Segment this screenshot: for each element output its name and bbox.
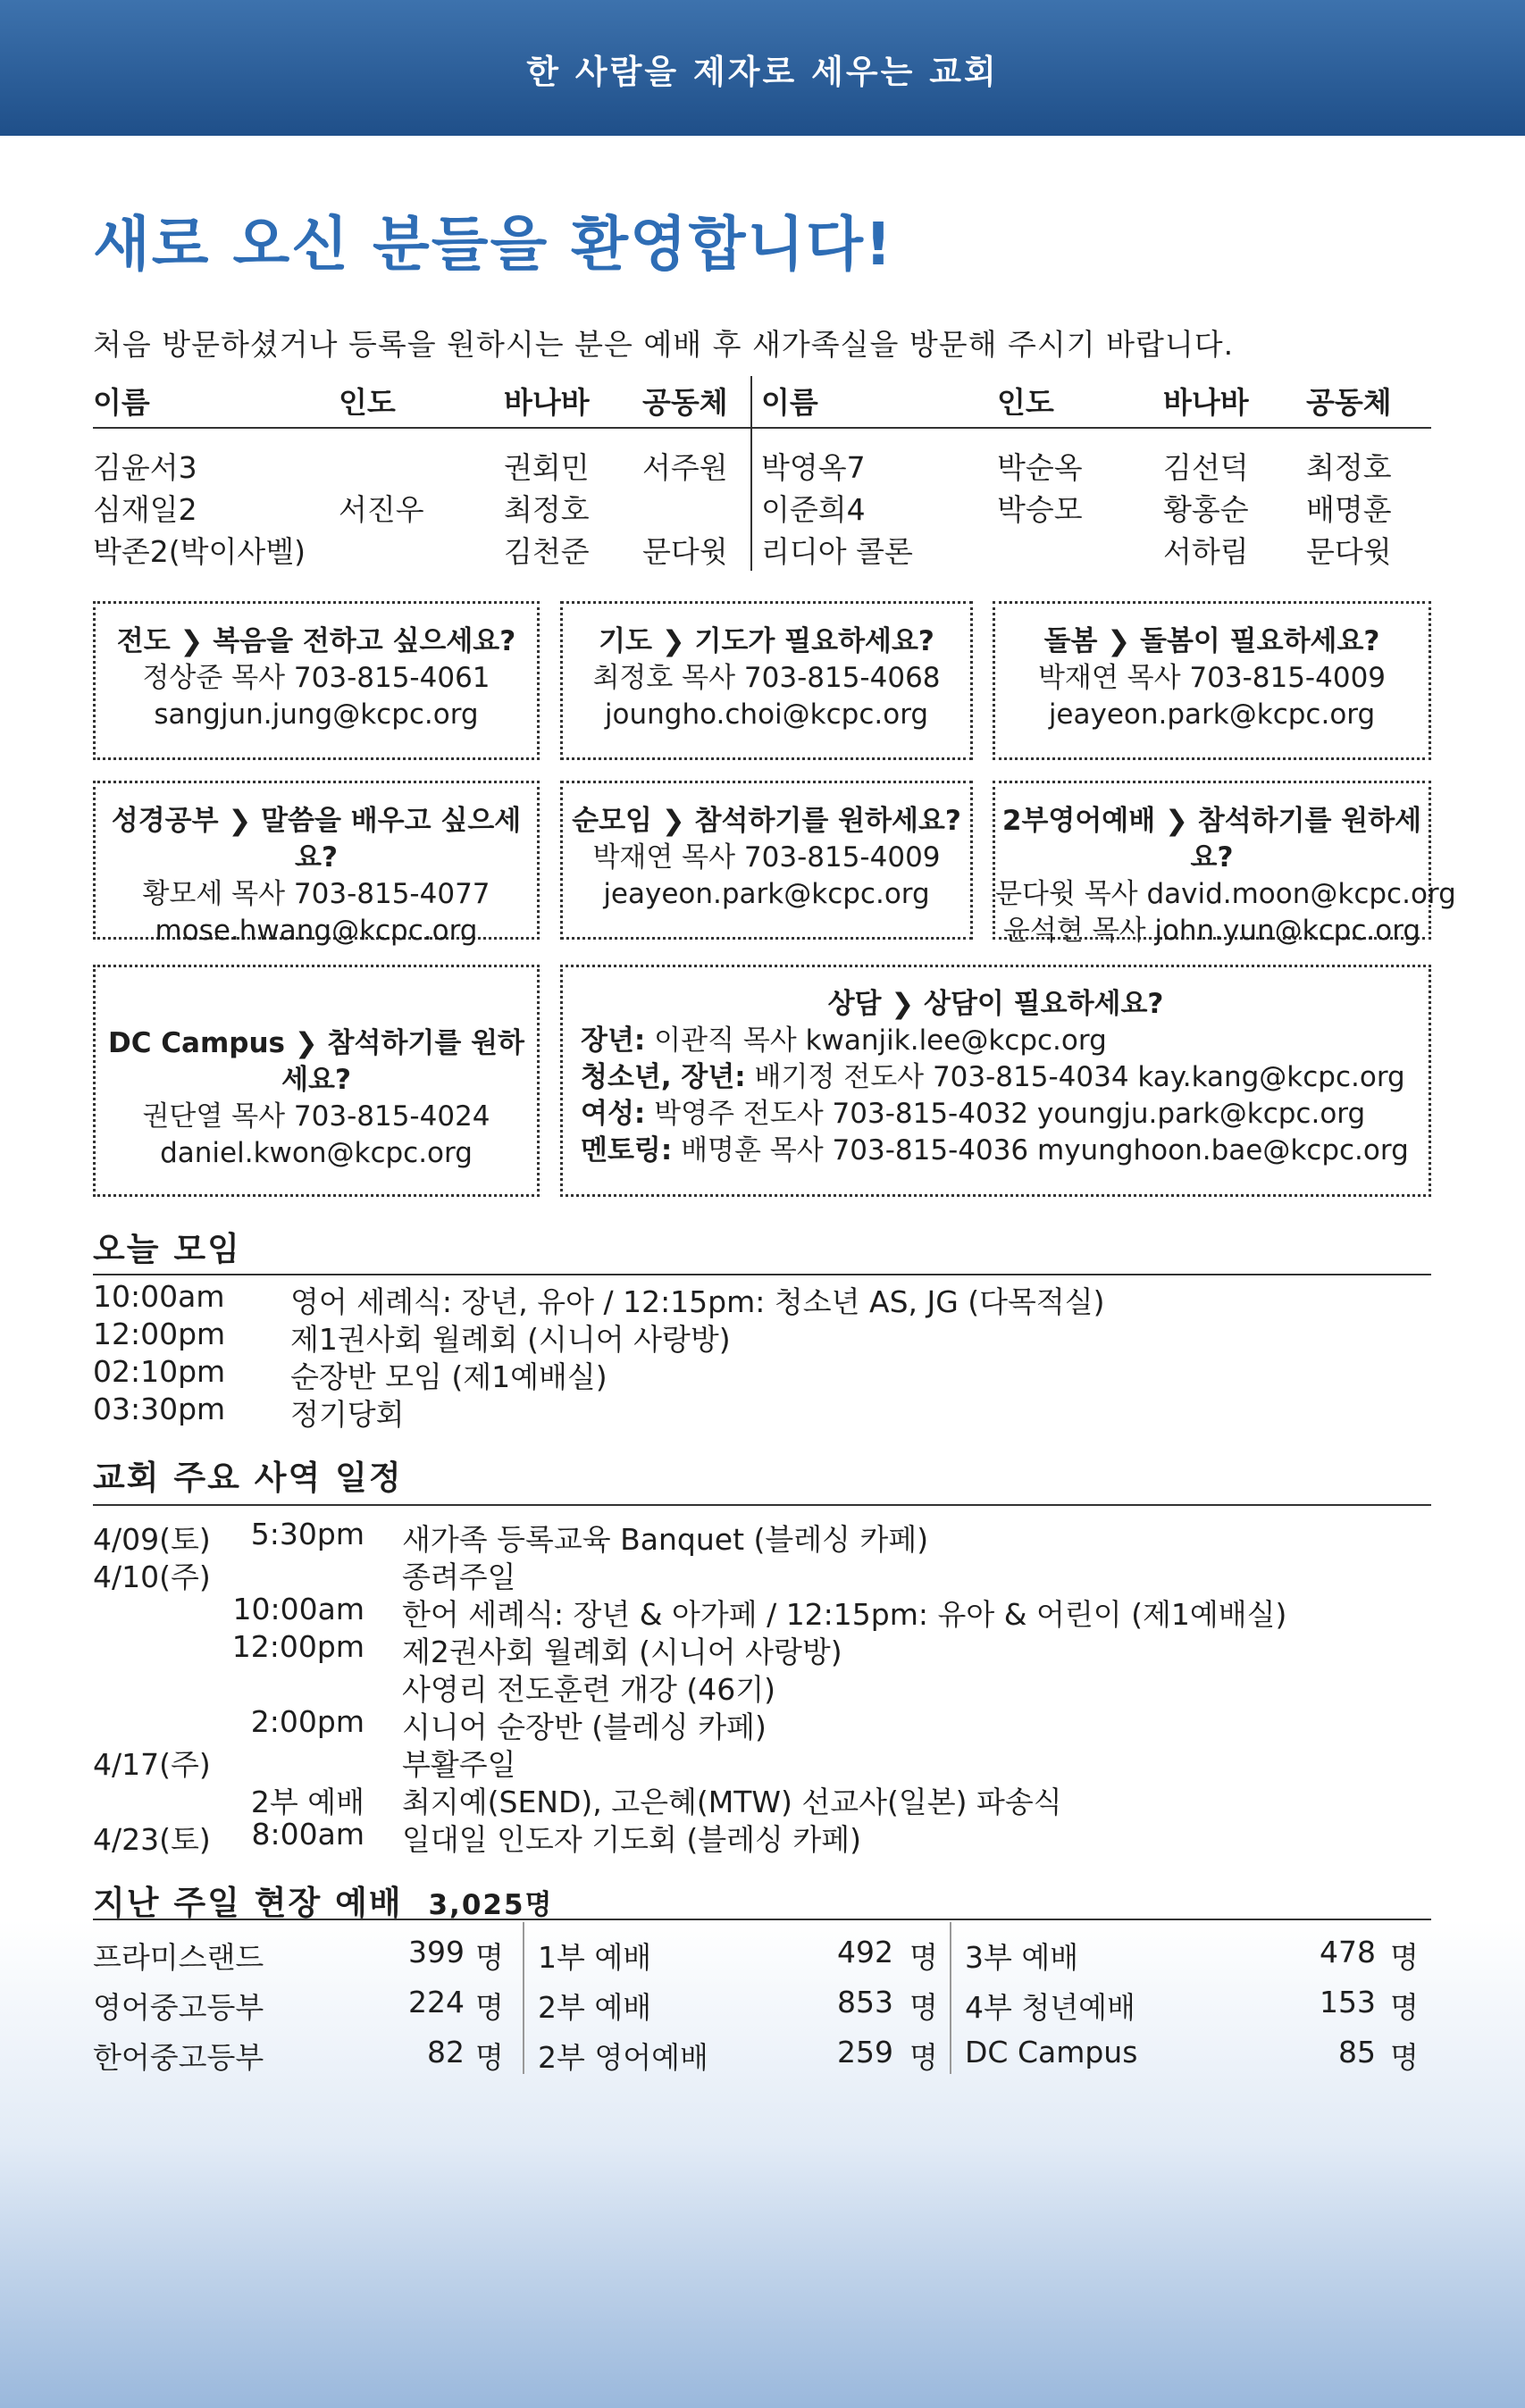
- table-cell: 김선덕: [1163, 450, 1249, 485]
- schedule-text: 새가족 등록교육 Banquet (블레싱 카페): [402, 1522, 929, 1557]
- welcome-title: 새로 오신 분들을 환영합니다!: [93, 210, 894, 279]
- schedule-text: 한어 세례식: 장년 & 아가페 / 12:15pm: 유아 & 어린이 (제1예배실): [402, 1597, 1287, 1632]
- card-contact: 최정호 목사 703-815-4068: [592, 662, 941, 694]
- table-cell: [339, 428, 504, 487]
- table-cell: [642, 487, 751, 529]
- column-header-guide: 인도: [997, 376, 1163, 428]
- table-cell: 권회민: [504, 450, 590, 485]
- attendance-name: 4부 청년예배: [965, 1990, 1135, 2025]
- counsel-line-women: [563, 1096, 1429, 1133]
- schedule-text: 종려주일: [402, 1559, 516, 1594]
- counsel-label: 멘토링:: [581, 1134, 673, 1166]
- table-cell: 배명훈: [1306, 492, 1392, 527]
- card-contact: 박재연 목사 703-815-4009: [592, 841, 941, 874]
- attendance-unit: 명: [1390, 1990, 1419, 2025]
- column-divider: [950, 1922, 951, 2074]
- attendance-name: 3부 예배: [965, 1940, 1079, 1975]
- card-bible-study: [93, 781, 540, 947]
- table-cell: 서주원: [642, 450, 728, 485]
- card-contact: 박재연 목사 703-815-4009: [1037, 662, 1387, 694]
- table-cell: 리디아 콜론: [751, 529, 997, 571]
- table-cell: 서진우: [339, 492, 424, 527]
- card-title: 돌봄 ❯ 돌봄이 필요하세요?: [1043, 625, 1380, 657]
- attendance-count: 492: [837, 1935, 893, 1969]
- today-time: 12:00pm: [93, 1317, 226, 1351]
- column-header-guide: 인도: [339, 376, 504, 428]
- attendance-count: 224: [408, 1985, 465, 2019]
- card-email-link[interactable]: joungho.choi@kcpc.org: [604, 698, 929, 731]
- table-cell: 이준희4: [751, 487, 997, 529]
- attendance-name: 영어중고등부: [93, 1990, 264, 2025]
- schedule-text: 제2권사회 월례회 (시니어 사랑방): [402, 1635, 842, 1669]
- table-cell: 김천준: [504, 534, 590, 569]
- attendance-count: 153: [1320, 1985, 1376, 2019]
- church-tagline: 한 사람을 제자로 세우는 교회: [526, 53, 999, 91]
- column-header-name: 이름: [751, 376, 997, 428]
- table-cell: 박존2(박이사벨): [93, 534, 306, 569]
- schedule-date: 4/17(주): [93, 1747, 211, 1782]
- table-cell: [339, 529, 504, 571]
- newcomer-table: [93, 376, 1431, 571]
- table-cell: 최정호: [1306, 450, 1392, 485]
- card-email-link[interactable]: jeayeon.park@kcpc.org: [603, 878, 930, 910]
- schedule-date: 4/09(토): [93, 1522, 211, 1557]
- counsel-contact: 배기정 전도사 703-815-4034 kay.kang@kcpc.org: [745, 1061, 1405, 1093]
- table-row: [93, 487, 1431, 529]
- counsel-contact: 이관직 목사 kwanjik.lee@kcpc.org: [645, 1024, 1107, 1057]
- today-text: 정기당회: [290, 1397, 405, 1432]
- card-email-link[interactable]: sangjun.jung@kcpc.org: [154, 698, 479, 731]
- attendance-unit: 명: [475, 1990, 504, 2025]
- column-header-community: 공동체: [1306, 376, 1431, 428]
- schedule-time: 5:30pm: [250, 1517, 364, 1551]
- attendance-count: 399: [408, 1935, 465, 1969]
- schedule-text: 사영리 전도훈련 개강 (46기): [402, 1672, 775, 1707]
- attendance-name: 한어중고등부: [93, 2040, 264, 2075]
- card-contact: 황모세 목사 703-815-4077: [142, 878, 490, 910]
- card-contact: 윤석현 목사 john.yun@kcpc.org: [1002, 915, 1421, 947]
- card-title: 2부영어예배 ❯ 참석하기를 원하세요?: [1001, 805, 1422, 874]
- today-time: 03:30pm: [93, 1392, 226, 1426]
- schedule-time: 10:00am: [232, 1592, 364, 1626]
- attendance-count: 82: [427, 2035, 465, 2069]
- table-cell: 박승모: [997, 492, 1083, 527]
- card-title: 상담 ❯ 상담이 필요하세요?: [827, 988, 1164, 1020]
- attendance-unit: 명: [475, 1940, 504, 1975]
- card-email-link[interactable]: mose.hwang@kcpc.org: [155, 915, 478, 947]
- schedule-date: 4/10(주): [93, 1559, 211, 1594]
- attendance-name: DC Campus: [965, 2035, 1138, 2069]
- card-title: 성경공부 ❯ 말씀을 배우고 싶으세요?: [111, 805, 522, 874]
- attendance-unit: 명: [1390, 1940, 1419, 1975]
- header-bar: [0, 0, 1525, 136]
- card-title: 순모임 ❯ 참석하기를 원하세요?: [572, 805, 961, 837]
- counsel-label: 장년:: [581, 1024, 646, 1057]
- attendance-total: 3,025명: [428, 1889, 554, 1921]
- newcomer-header-row: [93, 376, 1431, 428]
- attendance-title: 지난 주일 현장 예배: [93, 1884, 403, 1922]
- counsel-contact: 배명훈 목사 703-815-4036 myunghoon.bae@kcpc.org: [672, 1134, 1409, 1166]
- table-cell: 박순옥: [997, 450, 1083, 485]
- column-header-name: 이름: [93, 376, 339, 428]
- card-counseling: [560, 965, 1431, 1197]
- schedule-text: 최지예(SEND), 고은혜(MTW) 선교사(일본) 파송식: [402, 1785, 1062, 1819]
- card-dc-campus: [93, 965, 540, 1197]
- attendance-name: 프라미스랜드: [93, 1940, 264, 1975]
- column-header-barnabas: 바나바: [504, 376, 642, 428]
- table-cell: 박영옥7: [751, 428, 997, 487]
- card-title: 기도 ❯ 기도가 필요하세요?: [599, 625, 934, 657]
- card-title: DC Campus ❯ 참석하기를 원하세요?: [108, 1027, 524, 1096]
- column-header-barnabas: 바나바: [1163, 376, 1306, 428]
- attendance-count: 853: [837, 1985, 893, 2019]
- section-title-today: 오늘 모임: [93, 1222, 1431, 1275]
- card-contact: 정상준 목사 703-815-4061: [142, 662, 490, 694]
- today-time: 02:10pm: [93, 1354, 226, 1389]
- column-divider: [523, 1922, 524, 2074]
- counsel-contact: 박영주 전도사 703-815-4032 youngju.park@kcpc.org: [645, 1098, 1366, 1130]
- attendance-unit: 명: [475, 2040, 504, 2075]
- counsel-line-youth: [563, 1059, 1429, 1096]
- card-contact: 권단열 목사 703-815-4024: [142, 1100, 490, 1133]
- schedule-time: 2부 예배: [250, 1785, 364, 1819]
- attendance-name: 2부 영어예배: [538, 2040, 708, 2075]
- table-cell: 문다윗: [642, 534, 728, 569]
- section-title-attendance: [93, 1876, 1431, 1920]
- attendance-unit: 명: [909, 1940, 938, 1975]
- attendance-unit: 명: [909, 2040, 938, 2075]
- attendance-unit: 명: [909, 1990, 938, 2025]
- counsel-line-mentoring: [563, 1133, 1429, 1169]
- schedule-text: 부활주일: [402, 1747, 516, 1782]
- table-row: [93, 529, 1431, 571]
- table-cell: [997, 529, 1163, 571]
- schedule-text: 일대일 인도자 기도회 (블레싱 카페): [402, 1822, 861, 1857]
- card-care: [993, 601, 1431, 760]
- schedule-time: 12:00pm: [231, 1629, 364, 1664]
- table-row: [93, 428, 1431, 487]
- schedule-time: 8:00am: [251, 1817, 364, 1852]
- table-cell: 서하림: [1163, 534, 1249, 569]
- card-evangelism: [93, 601, 540, 760]
- schedule-time: 2:00pm: [250, 1704, 364, 1739]
- schedule-text: 시니어 순장반 (블레싱 카페): [402, 1710, 767, 1744]
- card-prayer: [560, 601, 973, 760]
- today-text: 제1권사회 월례회 (시니어 사랑방): [290, 1322, 731, 1357]
- table-cell: 문다윗: [1306, 534, 1392, 569]
- counsel-line-adult: [563, 1023, 1429, 1059]
- attendance-count: 478: [1320, 1935, 1376, 1969]
- today-text: 영어 세례식: 장년, 유아 / 12:15pm: 청소년 AS, JG (다목적실): [290, 1284, 1105, 1319]
- card-email-link[interactable]: daniel.kwon@kcpc.org: [160, 1137, 473, 1169]
- attendance-name: 2부 예배: [538, 1990, 652, 2025]
- card-contact: 문다윗 목사 david.moon@kcpc.org: [995, 878, 1456, 910]
- attendance-count: 259: [837, 2035, 893, 2069]
- card-cell-group: [560, 781, 973, 940]
- section-title-schedule: 교회 주요 사역 일정: [93, 1451, 1431, 1506]
- counsel-label: 청소년, 장년:: [581, 1061, 746, 1093]
- schedule-date: 4/23(토): [93, 1822, 211, 1857]
- attendance-unit: 명: [1390, 2040, 1419, 2075]
- table-cell: 심재일2: [93, 492, 197, 527]
- table-cell: 김윤서3: [93, 450, 197, 485]
- card-title: 전도 ❯ 복음을 전하고 싶으세요?: [116, 625, 516, 657]
- counsel-label: 여성:: [581, 1098, 646, 1130]
- attendance-name: 1부 예배: [538, 1940, 652, 1975]
- table-cell: 황홍순: [1163, 492, 1249, 527]
- today-text: 순장반 모임 (제1예배실): [290, 1359, 607, 1394]
- card-email-link[interactable]: jeayeon.park@kcpc.org: [1048, 698, 1376, 731]
- card-english-service: [993, 781, 1456, 947]
- attendance-count: 85: [1338, 2035, 1376, 2069]
- column-header-community: 공동체: [642, 376, 751, 428]
- table-cell: 최정호: [504, 492, 590, 527]
- welcome-intro: 처음 방문하셨거나 등록을 원하시는 분은 예배 후 새가족실을 방문해 주시기 바랍니다.: [93, 327, 1235, 362]
- today-time: 10:00am: [93, 1279, 225, 1314]
